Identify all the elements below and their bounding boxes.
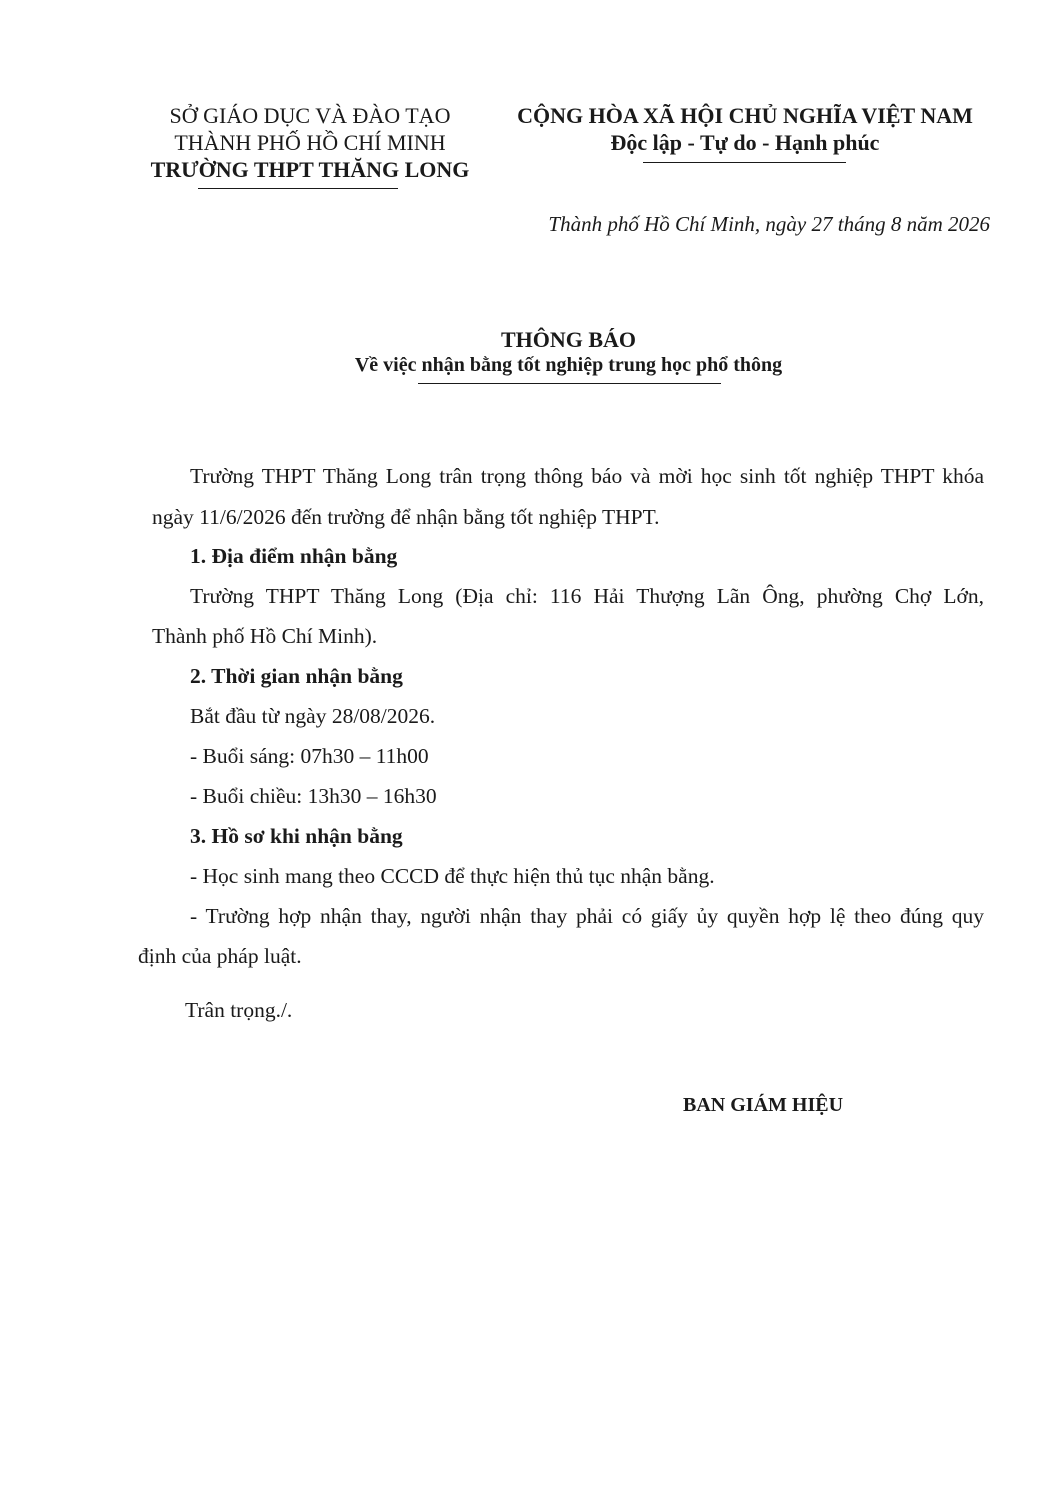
- national-motto: Độc lập - Tự do - Hạnh phúc: [610, 130, 880, 155]
- section-2-heading: 2. Thời gian nhận bằng: [190, 664, 403, 688]
- city-name: THÀNH PHỐ HỒ CHÍ MINH: [174, 130, 446, 155]
- subtitle-underline: [418, 383, 721, 384]
- section-3-item-2-line-2: định của pháp luật.: [138, 944, 302, 968]
- closing-line: Trân trọng./.: [185, 998, 293, 1022]
- section-2-morning: - Buổi sáng: 07h30 – 11h00: [190, 744, 429, 768]
- school-name: TRƯỜNG THPT THĂNG LONG: [150, 157, 470, 182]
- document-title: THÔNG BÁO: [500, 327, 637, 352]
- department-name: SỞ GIÁO DỤC VÀ ĐÀO TẠO: [169, 103, 451, 128]
- section-2-afternoon: - Buổi chiều: 13h30 – 16h30: [190, 784, 437, 808]
- document-subtitle: Về việc nhận bằng tốt nghiệp trung học phổ thông: [354, 354, 783, 376]
- section-1-line-1: Trường THPT Thăng Long (Địa chỉ: 116 Hải Thượng Lãn Ông, phường Chợ Lớn,: [190, 584, 984, 608]
- school-underline: [198, 188, 398, 189]
- section-3-heading: 3. Hồ sơ khi nhận bằng: [190, 824, 403, 848]
- motto-underline: [643, 162, 846, 163]
- republic-name: CỘNG HÒA XÃ HỘI CHỦ NGHĨA VIỆT NAM: [517, 103, 973, 128]
- section-3-item-1: - Học sinh mang theo CCCD để thực hiện thủ tục nhận bằng.: [190, 864, 715, 888]
- signature-block: BAN GIÁM HIỆU: [683, 1094, 844, 1116]
- section-2-start-date: Bắt đầu từ ngày 28/08/2026.: [190, 704, 436, 728]
- intro-line-1: Trường THPT Thăng Long trân trọng thông báo và mời học sinh tốt nghiệp THPT khóa: [190, 464, 984, 488]
- date-line: Thành phố Hồ Chí Minh, ngày 27 tháng 8 năm 2026: [548, 212, 990, 236]
- section-1-heading: 1. Địa điểm nhận bằng: [190, 544, 398, 568]
- section-1-line-2: Thành phố Hồ Chí Minh).: [152, 624, 378, 648]
- section-3-item-2-line-1: - Trường hợp nhận thay, người nhận thay phải có giấy ủy quyền hợp lệ theo đúng quy: [190, 904, 984, 928]
- intro-line-2: ngày 11/6/2026 đến trường để nhận bằng tốt nghiệp THPT.: [152, 505, 660, 529]
